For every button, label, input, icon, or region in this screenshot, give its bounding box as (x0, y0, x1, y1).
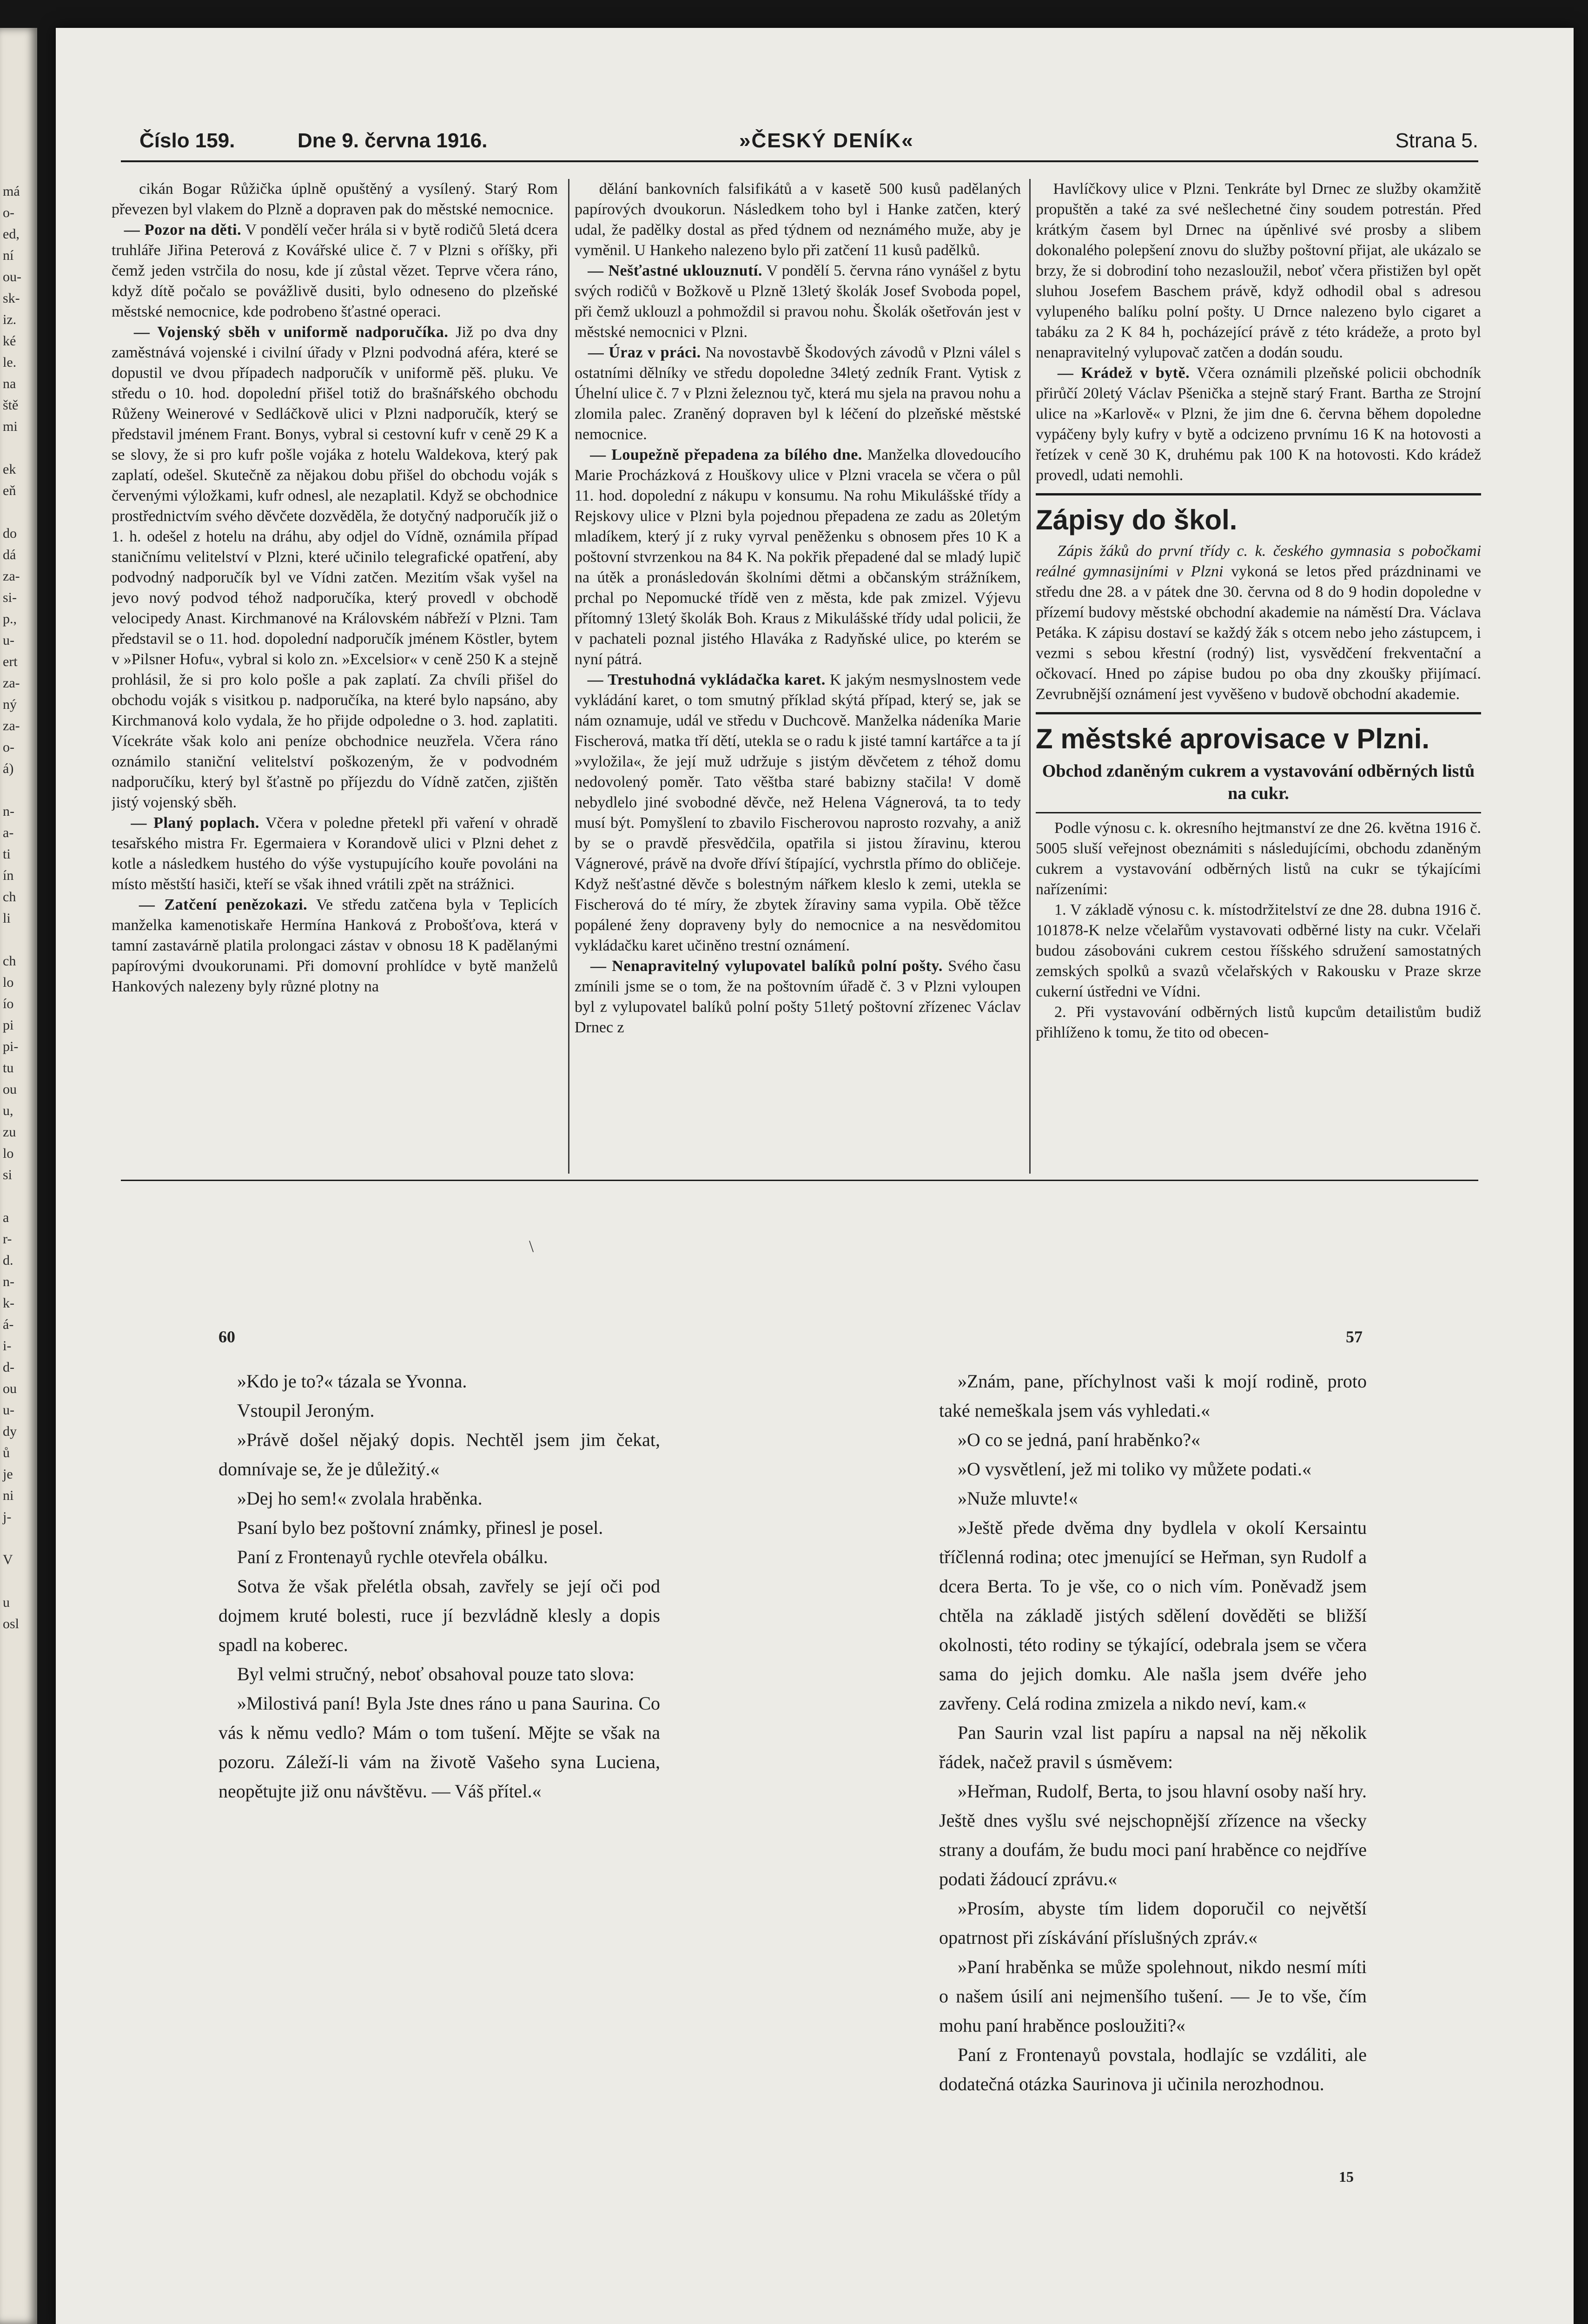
section-rule (1036, 712, 1481, 714)
adjacent-page-fragment: ek (3, 462, 16, 477)
novel-paragraph: »Milostivá paní! Byla Jste dnes ráno u pana Saurina. Co vás k němu vedlo? Mám o tom tušení. Mějte se však na pozoru. Záleží-li vám na životě Vašeho syna Luciena, neopětujte již onu návštěvu. — Váš přítel.« (218, 1693, 660, 1802)
adjacent-page-fragment: na (3, 376, 16, 391)
sheet-number: 15 (1339, 2168, 1354, 2185)
adjacent-page-fragment: ný (3, 697, 17, 712)
adjacent-page-fragment: o- (3, 205, 14, 220)
issue-number: Číslo 159. (139, 129, 235, 152)
news-text: V pondělí 5. června ráno vynášel z bytu svých rodičů v Božkově u Plzně 13letý školák Josef Svoboda popel, při čemž uklouzl a pohmoždil si pravou nohu. Školák ošetřován jest v městské nemocnici v Plzni. (575, 262, 1021, 341)
adjacent-page-fragment: u- (3, 633, 14, 648)
adjacent-page-fragment: li (3, 911, 11, 926)
news-text: Manželka dlovedoucího Marie Procházková z Houškovy ulice v Plzni vracela se včera o půl 11. hod. dopolední z nákupu v konsumu. Na rohu Mikulášské třídy a Rejskovy ulice v Plzni byla pojednou přepadena ze zadu as 20letým mladíkem, který jí z ruky vyrval peněženku s obnosem přes 10 K a poštovní stvrzenkou na 84 K. Na pokřik přepadené dal se mladý lupič na útěk a pronásledován školními dětmi a občanským strážníkem, prchal po Nepomucké třídě ven z města, kde pak zmizel. Výjevu přítomný 13letý školák Boh. Kraus z Mikulášské třídy udal policii, že v pachateli poznal jistého Hlaváka z Radyňské ulice, po kterém se nyní pátrá. (575, 446, 1021, 668)
adjacent-page-edge (0, 28, 37, 2324)
news-paragraph (575, 956, 1021, 1038)
news-headline: — Vojenský sběh v uniformě nadporučíka. (133, 324, 449, 341)
header-rule (121, 160, 1478, 162)
adjacent-page-fragment: á- (3, 1317, 14, 1332)
novel-paragraph: »Ještě přede dvěma dny bydlela v okolí Kersaintu tříčlenná rodina; otec jmenující se Heřman, syn Rudolf a dcera Berta. To je vše, co o nich vím. Poněvadž jsem chtěla na základě jistých sdělení dověděti se bližší okolnosti, této rodiny se týkající, odebrala jsem se včera sama do jejich domku. Ale našla jsem dvéře jeho zavřeny. Celá rodina zmizela a nikdo neví, kam.« (939, 1517, 1367, 1714)
column-divider (568, 179, 569, 1174)
adjacent-page-fragment: u, (3, 1103, 13, 1118)
news-headline: — Krádež v bytě. (1057, 364, 1190, 382)
adjacent-page-fragment: le. (3, 355, 17, 370)
news-paragraph (575, 670, 1021, 956)
novel-paragraph: »O co se jedná, paní hraběnko?« (958, 1429, 1201, 1450)
news-column-3 (1036, 179, 1481, 1174)
adjacent-page-fragment: lo (3, 1146, 14, 1161)
adjacent-page-fragment: V (3, 1552, 13, 1567)
adjacent-page-fragment: ch (3, 889, 16, 905)
news-paragraph (575, 261, 1021, 343)
news-paragraph (575, 179, 1021, 261)
news-paragraph (112, 220, 558, 322)
adjacent-page-fragment: ou (3, 1082, 17, 1097)
news-paragraph (1036, 363, 1481, 486)
adjacent-page-fragment: ch (3, 953, 16, 969)
adjacent-page-fragment: má (3, 184, 20, 199)
aprovisace-paragraph: 1. V základě výnosu c. k. místodržitelství ze dne 28. dubna 1916 č. 101878-K nelze včelařům vystavovati odběrné listy na cukr. Včelaři budou zásobováni cukrem cestou říšského sdružení samostatných zemských spolků a svazů včelařských v Rakousku v Praze skrze cukerní ústředni ve Vídni. (1036, 901, 1481, 1000)
masthead-title: »ČESKÝ DENÍK« (739, 129, 914, 152)
aprovisace-paragraph: 2. Při vystavování odběrných listů kupcům detailistům budiž přihlíženo k tomu, že tito od obecen- (1036, 1004, 1481, 1041)
page-number: Strana 5. (1395, 129, 1478, 152)
novel-paragraph: Paní z Frontenayů povstala, hodlajíc se vzdáliti, ale dodatečná otázka Saurinova ji učinila nerozhodnou. (939, 2044, 1367, 2094)
adjacent-page-fragment: si- (3, 590, 17, 605)
news-text: Již po dva dny zaměstnává vojenské i civilní úřady v Plzni podvodná aféra, které se dopustil ve dvou případech nadporučík v uniformě pěš. pluku. Ve středu o 10. hod. dopolední přišel totiž do brašnářského obchodu Růženy Weinerové v Sedláčkově ulici v Plzni nadporučík, který se představil jménem Frant. Bonys, vybral si cestovní kufr v ceně 29 K a se slovy, že si pro kufr pošle vojáka z hotelu Waldekova, který pak zaplatí, odešel. Skutečně za nějakou dobu přišel do obchodu voják s červenými výložkami, kufr odnesl, ale nezaplatil. Když se obchodnice prostřednictvím svého děvčete dozvěděla, že dotyčný nadporučík již o 1. h. odešel z hotelu na dráhu, aby odjel do Vídně, oznámila případ staničnímu velitelství v Plzni, které učinilo telegrafické opatření, aby podvodný nadporučík byl ve Vídni zatčen. Mezitím však vyšel na jevo nový podvod téhož nadporučíka, který provedl v obchodě velocipedy Anast. Kirchmanové na Královském nábřeží v Plzni. Tam představil se o 11. hod. dopolední nadporučík jménem Köstler, bytem v »Pilsner Hofu«, vybral si kolo zn. »Excelsior« v ceně 250 K a stejně prohlásil, že si pro kolo pošle a pak zaplatí. Za chvíli přišel do obchodu voják s visitkou p. nadporučíka, na které bylo napsáno, aby Kirchmanová kolo vydala, že ho přijde odpoledne o 3. hod. zaplatiti. Vícekráte však kolo ani peníze obchodnice neuzřela. Včera ráno oznámilo staniční velitelství poškozeným, že v podvodném nadporučíku, který byl šťastně po příjezdu do Vídně zatčen, zjištěn jistý vojenský sběh. (112, 324, 558, 811)
novel-paragraph: »Právě došel nějaký dopis. Nechtěl jsem jim čekat, domnívaje se, že je důležitý.« (218, 1429, 660, 1479)
news-text: Havlíčkovy ulice v Plzni. Tenkráte byl Drnec ze služby okamžitě propuštěn a také za své nešlechetné činy soudem potrestán. Před krátkým časem byl Drnec na úpěnlivé své prosby a slibem dokonalého polepšení znovu do služby poštovní přijat, ale ukázalo se brzy, že si dobrodiní toho nezasloužil, neboť včera přistižen byl opět sluhou Josefem Baschem právě, když odhodil obal s adresou vylupeného balíku polní pošty. U Drnce nalezeno bylo cigaret a tabáku za 2 K 84 h, pocházející právě z této krádeže, a proto byl nenapravitelný vylupovač zatčen a dodán soudu. (1036, 180, 1481, 361)
adjacent-page-fragment: pi- (3, 1039, 19, 1054)
news-headline: — Loupežně přepadena za bílého dne. (590, 446, 862, 463)
novel-paragraph: »Dej ho sem!« zvolala hraběnka. (237, 1488, 483, 1509)
stray-mark: \ (529, 1237, 534, 1255)
adjacent-page-fragment: ní (3, 248, 14, 263)
book-page-number-left: 60 (218, 1327, 235, 1346)
adjacent-page-fragment: iz. (3, 312, 17, 327)
novel-paragraph: Sotva že však přelétla obsah, zavřely se její oči pod dojmem kruté bolesti, ruce jí bezvládně klesly a dopis spadl na koberec. (218, 1576, 660, 1655)
novel-paragraph: »Znám, pane, příchylnost vaši k mojí rodině, proto také nemeškala jsem vás vyhledati.« (939, 1371, 1367, 1421)
news-text: Včera v poledne přetekl při vaření v ohradě tesařského mistra Fr. Egermaiera v Korandově ulici v Plzni dehet z kotle a následkem hustého do výše vystupujícího kouře povoláni na místo městští hasiči, kteří se však ihned vrátili zpět na strážnici. (112, 814, 558, 893)
novel-paragraph: Byl velmi stručný, neboť obsahoval pouze tato slova: (237, 1664, 635, 1684)
adjacent-page-fragment: pi (3, 1017, 14, 1033)
adjacent-page-fragment: ště (3, 397, 19, 413)
adjacent-page-fragment: zu (3, 1124, 16, 1140)
adjacent-page-fragment: p., (3, 611, 17, 627)
news-headline: — Úraz v práci. (588, 344, 701, 361)
adjacent-page-fragment: ou- (3, 269, 21, 284)
novel-page-left (218, 1367, 660, 1806)
adjacent-page-fragment: a (3, 1210, 9, 1225)
news-paragraph (112, 813, 558, 895)
issue-date: Dne 9. června 1916. (298, 129, 488, 152)
adjacent-page-fragment: ín (3, 868, 14, 883)
adjacent-page-fragment: o- (3, 739, 14, 755)
adjacent-page-fragment: do (3, 526, 17, 541)
adjacent-page-fragment: ni (3, 1488, 14, 1503)
news-text: Na novostavbě Škodových závodů v Plzni válel s ostatními dělníky ve středu dopoledne 34letý zedník Frant. Vytisk z Úhelní ulice č. 7 v Plzni železnou tyč, která mu sjela na pravou nohu a zlomila palec. Zraněný dopraven byl k léčení do plzeňské městské nemocnice. (575, 344, 1021, 443)
novel-paragraph: Pan Saurin vzal list papíru a napsal na něj několik řádek, načež pravil s úsměvem: (939, 1722, 1367, 1772)
adjacent-page-fragment: si (3, 1167, 13, 1182)
novel-paragraph: Psaní bylo bez poštovní známky, přinesl je posel. (237, 1517, 603, 1538)
adjacent-page-fragment: n- (3, 1274, 14, 1289)
news-column-1 (112, 179, 558, 1174)
adjacent-page-fragment: lo (3, 975, 14, 990)
news-text: V pondělí večer hrála si v bytě rodičů 5letá dcera truhláře Jiřina Peterová z Kovářské ulice č. 7 v Plzni s oříšky, při čemž jeden vstrčila do nosu, kde jí zůstal vězet. Teprve včera ráno, když dítě počalo se povážlivě dusiti, bylo odneseno do plzeňské městské nemocnice, kde podrobeno šťastné operaci. (112, 221, 558, 320)
adjacent-page-fragment: d. (3, 1253, 13, 1268)
adjacent-page-fragment: ů (3, 1445, 10, 1460)
novel-paragraph: »Paní hraběnka se může spolehnout, nikdo nesmí míti o našem úsilí ani nejmenšího tušení. — Je to vše, čím mohu paní hraběnce posloužiti?« (939, 1956, 1367, 2036)
adjacent-page-fragment: eň (3, 483, 16, 498)
novel-paragraph: »Heřman, Rudolf, Berta, to jsou hlavní osoby naší hry. Ještě dnes vyšlu své nejschopnější zřízence na všecky strany a doufám, že budu moci paní hraběnce co nejdříve podati žádoucí zprávu.« (939, 1781, 1367, 1889)
news-paragraph (575, 445, 1021, 670)
news-bottom-rule (121, 1180, 1478, 1181)
news-headline: — Nešťastné uklouznutí. (588, 262, 762, 279)
news-paragraph (112, 179, 558, 220)
adjacent-page-fragment: za- (3, 718, 20, 733)
adjacent-page-fragment: n- (3, 804, 14, 819)
news-text: K jakým nesmyslnostem vede vykládání karet, o tom smutný příklad skýtá případ, který se, jak se nám oznamuje, udál ve středu v Duchcově. Manželka nádeníka Marie Fischerová, matka tří dětí, utekla se o radu k jisté tamní kartářce a ta jí »vyložila«, že její muž udržuje s jistým děvčetem z téhož domu nedovolený poměr. Tato věštba staré babizny stačila! V domě nebydlelo jiné svobodné děvče, než Helena Vágnerová, ta to tedy musí být. Pomyšlení to zbavilo Fischerovou naprosto rozvahy, a aniž by se o pravdě přesvědčila, opatřila si jistou žíravinu, kterou Vágnerové, právě na dvoře dříví štípající, vychrstla přímo do obličeje. Když nešťastné děvče s bolestným nářkem kleslo k zemi, utekla se Fischerová do té míry, že zbytek žíraviny sama vypila. Obě těžce popálené ženy dopraveny byly do nemocnice a na nesvědomitou vykládačku karet učiněno trestní oznámení. (575, 671, 1021, 954)
news-headline: — Pozor na děti. (124, 221, 242, 238)
adjacent-page-fragment: ío (3, 996, 14, 1011)
news-paragraph (575, 343, 1021, 445)
novel-paragraph: »Kdo je to?« tázala se Yvonna. (237, 1371, 467, 1392)
book-page-number-right: 57 (1346, 1327, 1363, 1346)
news-text: dělání bankovních falsifikátů a v kasetě 500 kusů padělaných papírových dvoukorun. Následkem toho byl i Hanke zatčen, který udal, že padělky dostal as před týdnem od neznámého muže, aby je vyměnil. U Hankeho nalezeno bylo při zatčení 11 kusů padělků. (575, 180, 1021, 259)
novel-paragraph: »O vysvětlení, jež mi toliko vy můžete podati.« (958, 1459, 1311, 1479)
zapisy-intro: Zápis žáků do první třídy c. k. českého gymnasia s pobočkami reálné gymnasijními v Plzni (1036, 542, 1481, 580)
adjacent-page-fragment: za- (3, 568, 20, 584)
news-text: cikán Bogar Růžička úplně opuštěný a vysílený. Starý Rom převezen byl vlakem do Plzně a dopraven pak do městské nemocnice. (112, 180, 558, 218)
column-divider (1029, 179, 1031, 1174)
adjacent-page-fragment: ti (3, 846, 11, 862)
news-paragraph (112, 322, 558, 813)
news-text: Svého času zmínili jsme se o tom, že na poštovním úřadě č. 3 v Plzni vyloupen byl z vylupovatel balíků polní pošty 51letý poštovní zřízenec Václav Drnec z (575, 957, 1021, 1036)
adjacent-page-fragment: mi (3, 419, 18, 434)
news-headline: — Nenapravitelný vylupovatel balíků polní pošty. (590, 957, 943, 975)
section-rule (1036, 812, 1481, 813)
adjacent-page-fragment: ou (3, 1381, 17, 1396)
novel-page-right (939, 1367, 1367, 2099)
adjacent-page-fragment: osl (3, 1616, 20, 1631)
adjacent-page-fragment: u (3, 1595, 10, 1610)
adjacent-page-fragment: za- (3, 675, 20, 691)
news-paragraph (1036, 179, 1481, 363)
zapisy-body: vykoná se letos před prázdninami ve středu dne 28. a v pátek dne 30. června od 8 do 9 hodin dopoledne v přízemí budovy městské obchodní akademie na náměstí Dra. Václava Petáka. K zápisu dostaví se každý žák s otcem nebo jeho zástupcem, i vezmi s sebou křestní (rodný) list, vysvědčení frekventační a očkovací. Hned po zápise budou po oba dny zkoušky přijímací. Zevrubnější oznámení jest vyvěšeno v budově obchodní akademie. (1036, 563, 1481, 703)
novel-paragraph: Paní z Frontenayů rychle otevřela obálku. (237, 1546, 548, 1567)
adjacent-page-fragment: d- (3, 1360, 14, 1375)
news-paragraph (112, 895, 558, 997)
section-title-aprovisace: Z městské aprovisace v Plzni. (1036, 723, 1430, 754)
page-header (84, 129, 1478, 157)
news-text: Včera oznámili plzeňské policii obchodník přirůčí 20letý Václav Pšenička a stejně starý Frant. Bartha ze Strojní ulice na »Karlově« v Plzni, že jim dne 6. června během dopoledne vypáčeny byly kufry v bytě a odcizeno prvnímu 16 K na hotovosti a řetízek v ceně 30 K, druhému pak 100 K na hotovosti. Kdo krádež provedl, udati nemohli. (1036, 364, 1481, 484)
news-headline: — Zatčení penězokazi. (139, 896, 308, 913)
adjacent-page-fragment: ed, (3, 226, 20, 242)
adjacent-page-fragment: ké (3, 333, 16, 349)
novel-paragraph: »Nuže mluvte!« (958, 1488, 1078, 1509)
adjacent-page-fragment: sk- (3, 290, 20, 306)
adjacent-page-fragment: ert (3, 654, 18, 669)
news-headline: — Trestuhodná vykládačka karet. (587, 671, 826, 688)
zapisy-text (1036, 541, 1481, 705)
adjacent-page-fragment: r- (3, 1231, 12, 1247)
section-rule (1036, 493, 1481, 495)
adjacent-page-fragment: j- (3, 1509, 12, 1525)
adjacent-page-fragment: i- (3, 1338, 12, 1353)
news-headline: — Planý poplach. (131, 814, 259, 832)
adjacent-page-fragment: u- (3, 1402, 14, 1418)
novel-paragraph: »Prosím, abyste tím lidem doporučil co největší opatrnost při získávání příslušných zpráv.« (939, 1898, 1367, 1948)
adjacent-page-fragment: dá (3, 547, 16, 562)
section-title-zapisy: Zápisy do škol. (1036, 504, 1237, 535)
novel-paragraph: Vstoupil Jeroným. (237, 1400, 375, 1421)
adjacent-page-fragment: je (3, 1466, 13, 1482)
adjacent-page-fragment: a- (3, 825, 14, 840)
news-text: Ve středu zatčena byla v Teplicích manželka kamenotiskaře Hermína Hanková z Probošťova, která v tamní zastavárně platila prolongaci zástav v obnosu 18 K padělanými papírovými dvoukorunami. Při domovní prohlídce v bytě manželů Hankových nalezeny byly různé plotny na (112, 896, 558, 995)
adjacent-page-fragment: k- (3, 1295, 14, 1311)
adjacent-page-fragment: tu (3, 1060, 14, 1076)
adjacent-page-fragment: á) (3, 761, 14, 776)
news-column-2 (575, 179, 1021, 1174)
aprovisace-paragraph: Podle výnosu c. k. okresního hejtmanství ze dne 26. května 1916 č. 5005 sluší veřejnost obeznámiti s následujícími, obchodu zdaněným cukrem a vystavování odběrných listů na cukr se týkajícími nařízeními: (1036, 819, 1481, 898)
adjacent-page-fragment: dy (3, 1424, 17, 1439)
aprovisace-subtitle: Obchod zdaněným cukrem a vystavování odběrných listů na cukr. (1042, 761, 1475, 803)
